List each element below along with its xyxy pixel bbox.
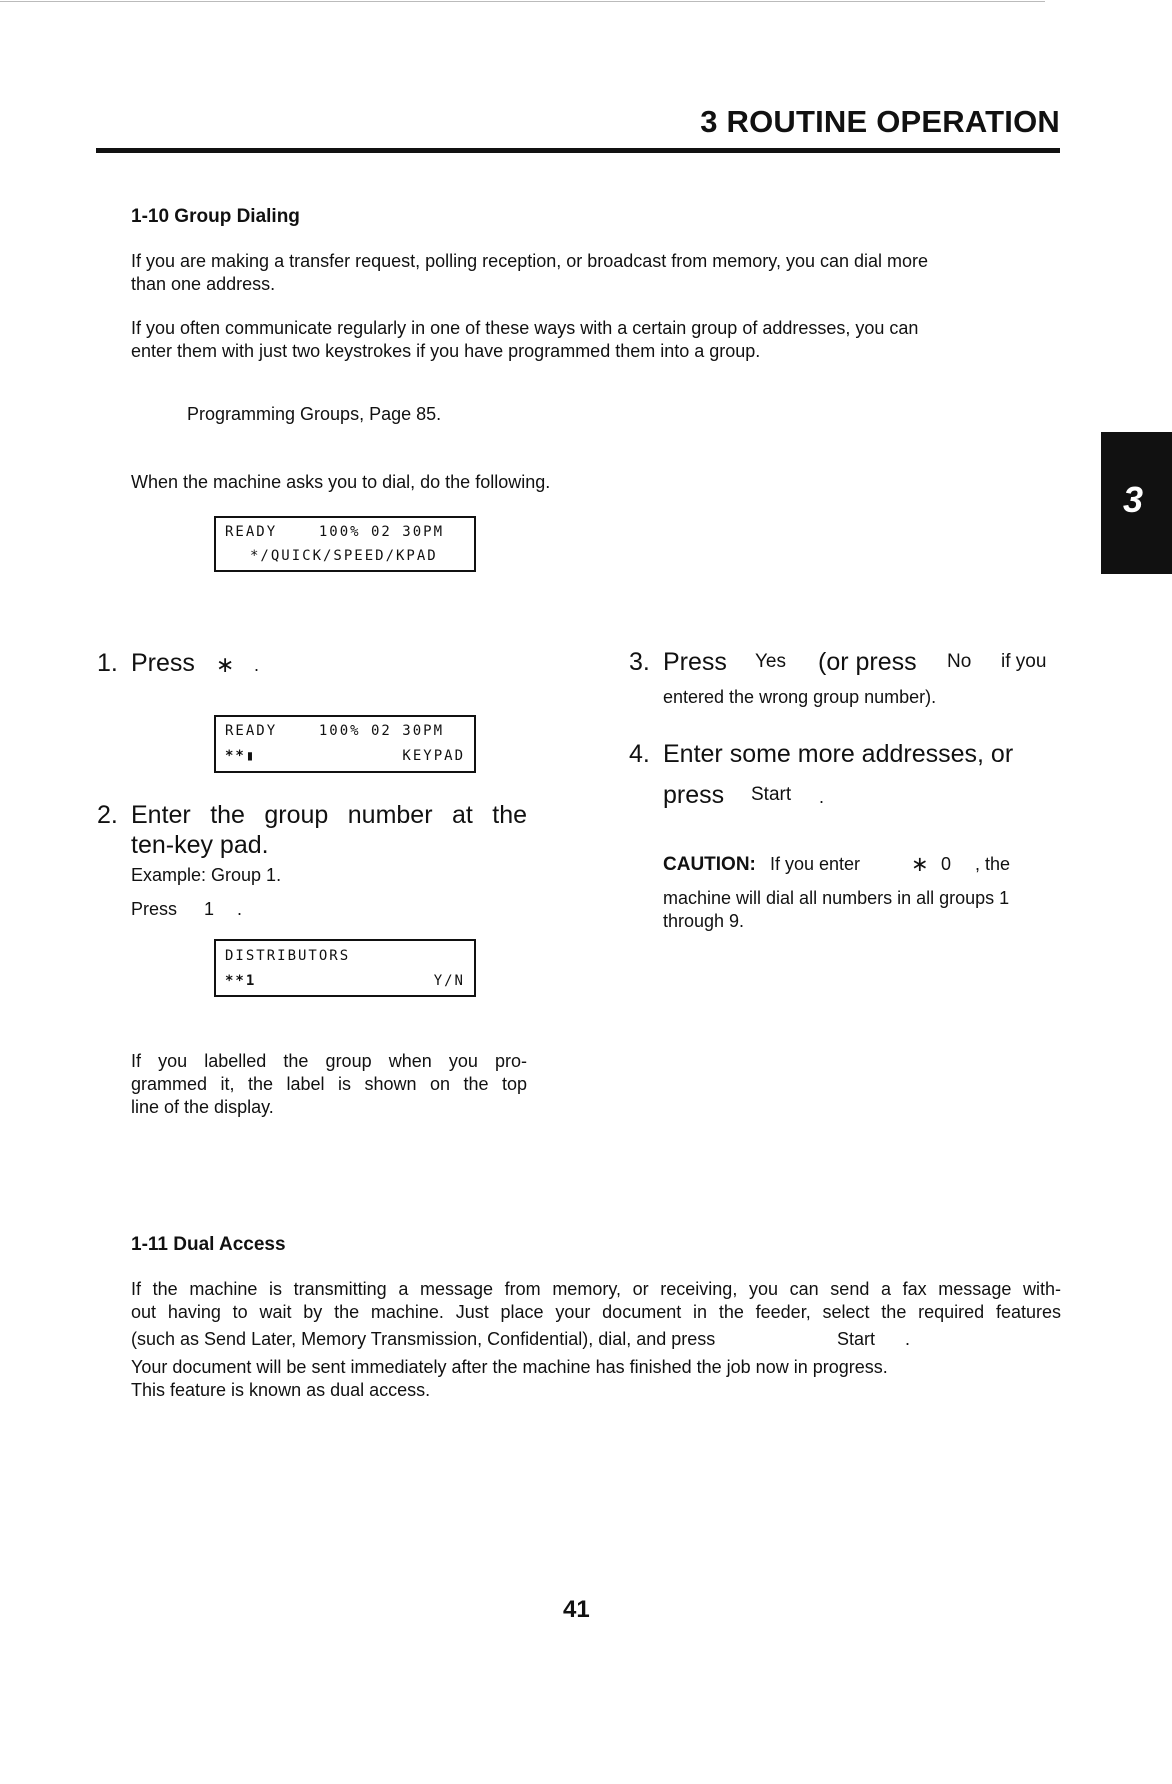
caution-zero-key: 0 xyxy=(941,854,952,874)
dual-access-line-2: out having to wait by the machine. Just place your document in the feeder, select the required features xyxy=(131,1302,1061,1322)
step-3-if-you: if you xyxy=(1001,651,1047,672)
lcd-group-label: DISTRIBUTORS xyxy=(225,948,351,964)
lcd-display-ready xyxy=(214,516,476,572)
key-1: 1 xyxy=(204,899,215,919)
lcd-cursor: **▮ xyxy=(225,748,257,764)
dual-access-line-5: This feature is known as dual access. xyxy=(131,1380,431,1400)
dual-access-start-key: Start xyxy=(837,1329,876,1349)
paragraph-1-line-1: If you are making a transfer request, polling reception, or broadcast from memory, you can dial more xyxy=(131,251,929,271)
header-rule xyxy=(96,148,1060,153)
section-heading-group-dialing: 1-10 Group Dialing xyxy=(131,206,300,227)
lcd-yes-no: Y/N xyxy=(433,973,465,989)
dual-access-line-4: Your document will be sent immediately after the machine has finished the job now in progress. xyxy=(131,1357,888,1377)
step-2-dot: . xyxy=(237,899,243,919)
lcd-line-1: READY 100% 02 30PM xyxy=(225,723,445,739)
step-2-example: Example: Group 1. xyxy=(131,865,282,885)
caution-text-2: , the xyxy=(975,854,1011,874)
chapter-tab xyxy=(1101,432,1172,574)
no-key: No xyxy=(947,651,972,672)
step-4-press: press xyxy=(663,781,725,809)
step-3-line-2: entered the wrong group number). xyxy=(663,687,937,707)
caution-label: CAUTION: xyxy=(663,854,756,875)
step-3-number: 3. xyxy=(629,648,650,676)
step-2-line-1: Enter the group number at the xyxy=(131,801,527,829)
step-2-line-2: ten-key pad. xyxy=(131,831,269,859)
star-key: ∗ xyxy=(216,652,235,677)
step-2-press: Press xyxy=(131,899,178,919)
dual-access-dot: . xyxy=(905,1329,911,1349)
lcd-group-number: **1 xyxy=(225,973,257,989)
chapter-tab-label: 3 xyxy=(1123,479,1144,520)
lcd-display-keypad xyxy=(214,715,476,773)
step-2-number: 2. xyxy=(97,801,118,829)
scan-top-line xyxy=(0,1,1045,2)
lcd-keypad-label: KEYPAD xyxy=(402,748,465,764)
step-1-number: 1. xyxy=(97,649,118,677)
caution-text-1: If you enter xyxy=(770,854,861,874)
step-4-line-1: Enter some more addresses, or xyxy=(663,740,1014,768)
intro-text: When the machine asks you to dial, do the following. xyxy=(131,472,551,492)
caution-line-3: through 9. xyxy=(663,911,745,931)
step-4-dot: . xyxy=(819,787,825,807)
page-number: 41 xyxy=(563,1596,590,1623)
lcd-line-1: READY 100% 02 30PM xyxy=(225,524,445,540)
step-4-number: 4. xyxy=(629,740,650,768)
dual-access-line-1: If the machine is transmitting a message from memory, or receiving, you can send a fax message with- xyxy=(131,1279,1061,1299)
chapter-title: 3 ROUTINE OPERATION xyxy=(700,104,1060,139)
lcd-line-2: */QUICK/SPEED/KPAD xyxy=(250,548,438,564)
start-key: Start xyxy=(751,784,792,805)
section-heading-dual-access: 1-11 Dual Access xyxy=(131,1234,286,1255)
caution-star-key: ∗ xyxy=(911,853,929,876)
lcd-display-distributors xyxy=(214,939,476,997)
step-1-dot: . xyxy=(254,655,260,675)
paragraph-2-line-2: enter them with just two keystrokes if you have programmed them into a group. xyxy=(131,341,761,361)
caution-line-2: machine will dial all numbers in all groups 1 xyxy=(663,888,1010,908)
yes-key: Yes xyxy=(755,651,786,672)
step-2-note-line-3: line of the display. xyxy=(131,1097,274,1117)
dual-access-line-3: (such as Send Later, Memory Transmission, Confidential), dial, and press xyxy=(131,1329,716,1349)
step-3-or-press: (or press xyxy=(818,648,917,676)
step-2-note-line-1: If you labelled the group when you pro- xyxy=(131,1051,527,1071)
paragraph-2-line-1: If you often communicate regularly in one of these ways with a certain group of addresses, you can xyxy=(131,318,919,338)
step-3-press: Press xyxy=(663,648,727,676)
paragraph-1-line-2: than one address. xyxy=(131,274,276,294)
reference-link: Programming Groups, Page 85. xyxy=(187,404,442,424)
step-1-text: Press xyxy=(131,649,195,677)
step-2-note-line-2: grammed it, the label is shown on the top xyxy=(131,1074,527,1094)
